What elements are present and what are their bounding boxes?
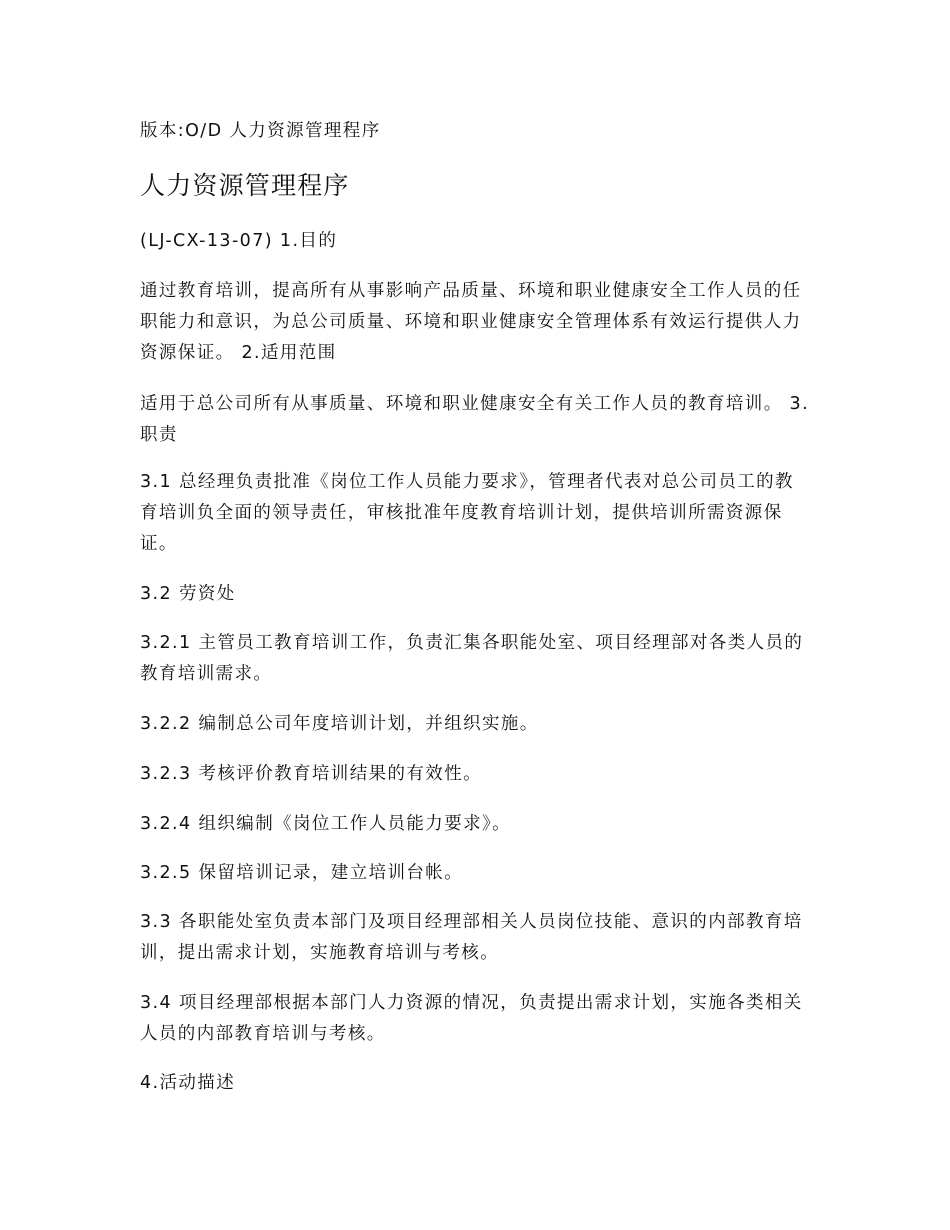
section-3-2-5: 3.2.5 保留培训记录，建立培训台帐。 (140, 863, 464, 883)
page-title: 人力资源管理程序 (140, 171, 350, 200)
section-3-2-4: 3.2.4 组织编制《岗位工作人员能力要求》。 (140, 814, 512, 834)
version-line: 版本:O/D 人力资源管理程序 (140, 121, 381, 141)
section-3-2-2: 3.2.2 编制总公司年度培训计划，并组织实施。 (140, 714, 539, 734)
section-3-3: 3.3 各职能处室负责本部门及项目经理部相关人员岗位技能、意识的内部教育培训，提出需求计划，实施教育培训与考核。 (140, 912, 803, 963)
purpose-paragraph: 通过教育培训，提高所有从事影响产品质量、环境和职业健康安全工作人员的任职能力和意识，为总公司质量、环境和职业健康安全管理体系有效运行提供人力资源保证。 2.适用范围 (140, 281, 802, 363)
section-3-2-3: 3.2.3 考核评价教育培训结果的有效性。 (140, 764, 482, 784)
scope-paragraph: 适用于总公司所有从事质量、环境和职业健康安全有关工作人员的教育培训。 3.职责 (140, 394, 810, 445)
section-4-heading: 4.活动描述 (140, 1073, 236, 1093)
section-3-2-1: 3.2.1 主管员工教育培训工作，负责汇集各职能处室、项目经理部对各类人员的教育培训需求。 (140, 633, 804, 684)
section-3-1: 3.1 总经理负责批准《岗位工作人员能力要求》，管理者代表对总公司员工的教育培训负全面的领导责任，审核批准年度教育培训计划，提供培训所需资源保证。 (140, 472, 794, 554)
section-3-4: 3.4 项目经理部根据本部门人力资源的情况，负责提出需求计划，实施各类相关人员的内部教育培训与考核。 (140, 993, 803, 1044)
section-3-2-heading: 3.2 劳资处 (140, 584, 236, 604)
document-code-line: (LJ-CX-13-07) 1.目的 (140, 231, 338, 251)
